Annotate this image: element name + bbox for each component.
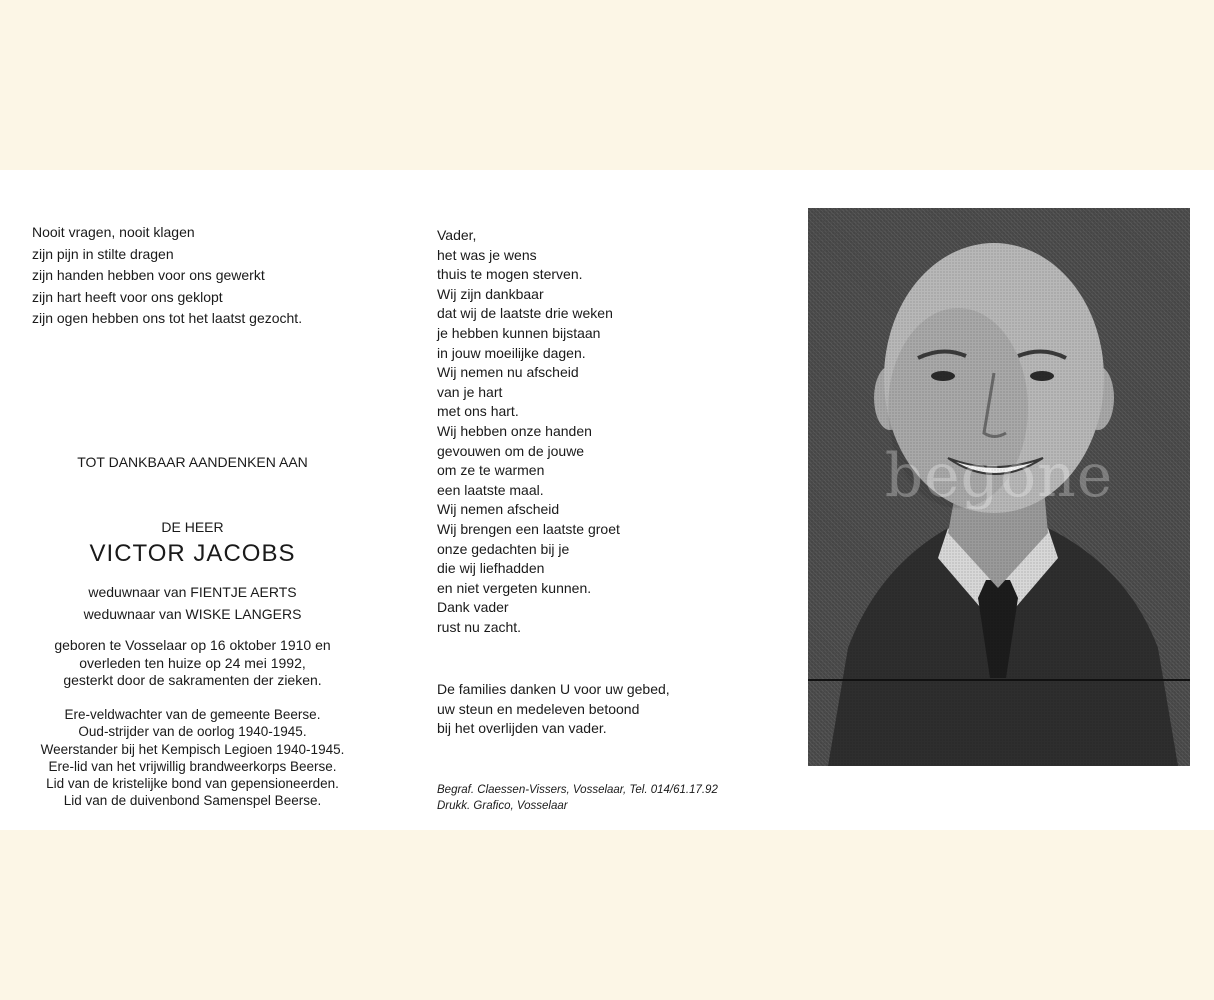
honorific: DE HEER — [161, 519, 224, 535]
printer-line: Begraf. Claessen-Vissers, Vosselaar, Tel. 014/61.17.92 — [437, 784, 718, 796]
printer-credits — [437, 782, 718, 814]
poem-right-line: Wij nemen afscheid — [437, 501, 560, 518]
poem-right-line: met ons hart. — [437, 403, 519, 420]
birth-line: overleden ten huize op 24 mei 1992, — [79, 654, 306, 671]
birth-line: gesterkt door de sakramenten der zieken. — [63, 672, 322, 688]
role-line: Oud-strijder van de oorlog 1940-1945. — [78, 724, 307, 740]
poem-right-line: thuis te mogen sterven. — [437, 266, 583, 283]
birth-death-block — [20, 637, 365, 690]
poem-right-line: het was je wens — [437, 246, 537, 263]
poem-right-line: in jouw moeilijke dagen. — [437, 344, 586, 361]
thanks-line: De families danken U voor uw gebed, — [437, 681, 670, 697]
poem-right — [437, 226, 620, 637]
poem-right-line: een laatste maal. — [437, 481, 544, 498]
poem-left-line: Nooit vragen, nooit klagen — [32, 224, 195, 240]
poem-right-line: onze gedachten bij je — [437, 540, 570, 557]
portrait-photo — [808, 208, 1190, 766]
thanks-line: bij het overlijden van vader. — [437, 720, 607, 736]
printer-line: Drukk. Grafico, Vosselaar — [437, 800, 568, 812]
thanks-block — [437, 680, 670, 739]
roles-block — [20, 706, 365, 810]
poem-right-line: Wij hebben onze handen — [437, 422, 592, 439]
role-line: Ere-lid van het vrijwillig brandweerkorps Beerse. — [48, 758, 337, 774]
deceased-name: VICTOR JACOBS — [89, 540, 296, 567]
role-line: Lid van de duivenbond Samenspel Beerse. — [63, 793, 322, 809]
birth-line: geboren te Vosselaar op 16 oktober 1910 en — [54, 637, 331, 653]
thanks-line: uw steun en medeleven betoond — [437, 700, 640, 717]
poem-left-line: zijn pijn in stilte dragen — [32, 245, 174, 262]
poem-right-line: je hebben kunnen bijstaan — [437, 324, 601, 341]
poem-left-line: zijn handen hebben voor ons gewerkt — [32, 267, 265, 283]
poem-right-line: van je hart — [437, 383, 503, 400]
poem-right-line: gevouwen om de jouwe — [437, 442, 585, 459]
memorial-card — [0, 170, 1214, 830]
widower-line: weduwnaar van WISKE LANGERS — [83, 606, 302, 622]
widower-line: weduwnaar van FIENTJE AERTS — [88, 584, 297, 600]
poem-right-line: Dank vader — [437, 599, 509, 616]
poem-left — [32, 222, 302, 330]
poem-right-line: Wij zijn dankbaar — [437, 285, 544, 302]
poem-right-line: die wij liefhadden — [437, 560, 545, 577]
poem-right-line: Wij nemen nu afscheid — [437, 364, 579, 381]
poem-right-line: om ze te warmen — [437, 462, 545, 479]
role-line: Ere-veldwachter van de gemeente Beerse. — [64, 707, 321, 722]
role-line: Lid van de kristelijke bond van gepensioneerden. — [46, 776, 339, 792]
poem-left-line: zijn ogen hebben ons tot het laatst gezocht. — [32, 310, 303, 326]
poem-right-line: Vader, — [437, 227, 477, 243]
poem-right-line: en niet vergeten kunnen. — [437, 579, 592, 596]
watermark-text: begone — [884, 441, 1114, 511]
role-line: Weerstander bij het Kempisch Legioen 1940-1945. — [40, 741, 345, 757]
poem-right-line: Wij brengen een laatste groet — [437, 520, 620, 537]
poem-right-line: rust nu zacht. — [437, 618, 522, 635]
poem-left-line: zijn hart heeft voor ons geklopt — [32, 288, 223, 305]
poem-right-line: dat wij de laatste drie weken — [437, 305, 613, 322]
widower-block — [20, 581, 365, 625]
tribute-heading: TOT DANKBAAR AANDENKEN AAN — [77, 454, 308, 470]
